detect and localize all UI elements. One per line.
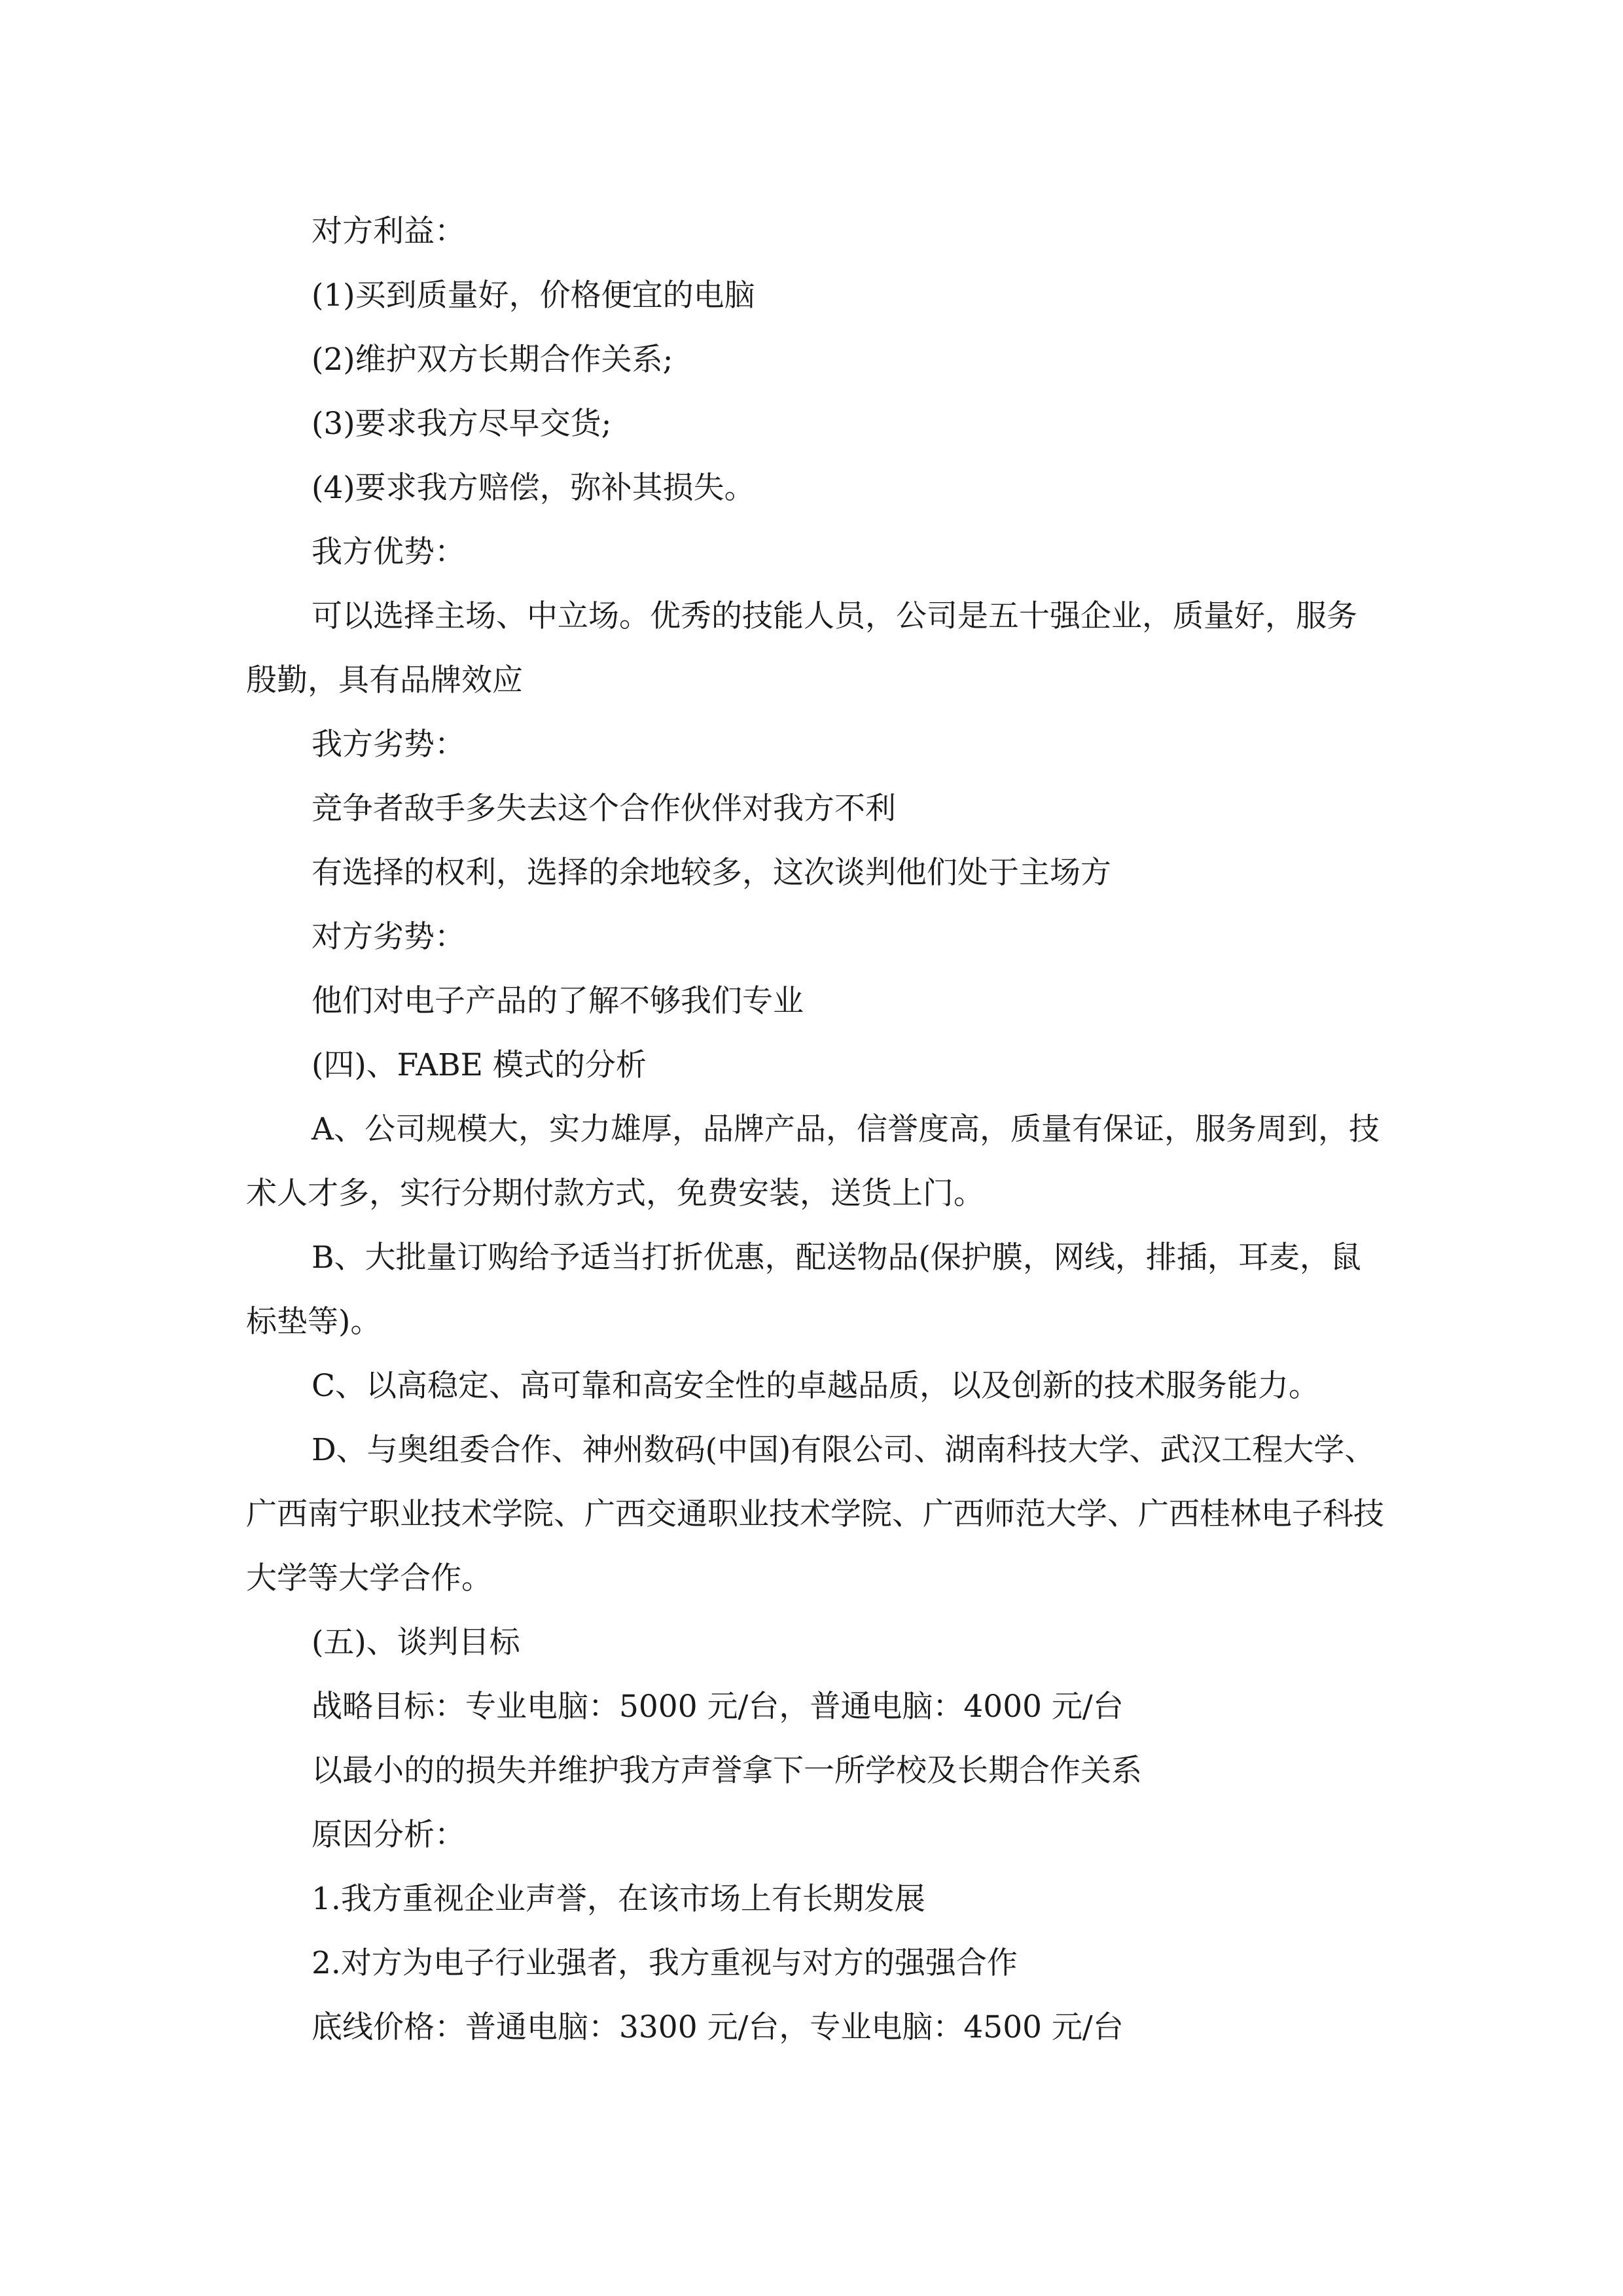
paragraph-bottom-line-price: 底线价格：普通电脑：3300 元/台，专业电脑：4500 元/台 <box>312 2009 1124 2045</box>
paragraph-reason-heading: 原因分析： <box>312 1817 465 1853</box>
paragraph-our-disadvantage-2: 有选择的权利，选择的余地较多，这次谈判他们处于主场方 <box>312 855 1111 891</box>
document-body <box>246 200 1385 2060</box>
paragraph-interest-1: (1)买到质量好，价格便宜的电脑 <box>312 278 755 314</box>
paragraph-our-advantages-heading: 我方优势： <box>312 534 465 570</box>
paragraph-our-advantages: 可以选择主场、中立场。优秀的技能人员，公司是五十强企业，质量好，服务殷勤，具有品牌效应 <box>246 598 1357 698</box>
section-heading-fabe: (四)、FABE 模式的分析 <box>312 1047 647 1083</box>
paragraph-interest-4: (4)要求我方赔偿，弥补其损失。 <box>312 470 755 506</box>
paragraph-counterpart-disadvantage: 他们对电子产品的了解不够我们专业 <box>312 983 804 1019</box>
paragraph-our-disadvantages-heading: 我方劣势： <box>312 726 465 762</box>
paragraph-interest-3: (3)要求我方尽早交货; <box>312 406 612 442</box>
section-heading-negotiation-goals: (五)、谈判目标 <box>312 1624 520 1660</box>
paragraph-goal-detail: 以最小的的损失并维护我方声誉拿下一所学校及长期合作关系 <box>312 1753 1142 1789</box>
paragraph-counterpart-interests-heading: 对方利益： <box>312 213 465 249</box>
paragraph-fabe-c: C、以高稳定、高可靠和高安全性的卓越品质，以及创新的技术服务能力。 <box>312 1368 1319 1404</box>
paragraph-fabe-a: A、公司规模大，实力雄厚，品牌产品，信誉度高，质量有保证，服务周到，技术人才多，实行分期付款方式，免费安装，送货上门。 <box>246 1111 1380 1211</box>
paragraph-counterpart-disadvantages-heading: 对方劣势： <box>312 919 465 955</box>
paragraph-fabe-d: D、与奥组委合作、神州数码(中国)有限公司、湖南科技大学、武汉工程大学、广西南宁职业技术学院、广西交通职业技术学院、广西师范大学、广西桂林电子科技大学等大学合作。 <box>246 1432 1384 1596</box>
paragraph-fabe-b: B、大批量订购给予适当打折优惠，配送物品(保护膜，网线，排插，耳麦，鼠标垫等)。 <box>246 1240 1361 1340</box>
paragraph-our-disadvantage-1: 竞争者敌手多失去这个合作伙伴对我方不利 <box>312 791 896 827</box>
paragraph-reason-1: 1.我方重视企业声誉，在该市场上有长期发展 <box>312 1881 925 1917</box>
paragraph-interest-2: (2)维护双方长期合作关系; <box>312 342 673 378</box>
paragraph-strategic-goal: 战略目标：专业电脑：5000 元/台，普通电脑：4000 元/台 <box>312 1689 1124 1725</box>
paragraph-reason-2: 2.对方为电子行业强者，我方重视与对方的强强合作 <box>312 1945 1018 1981</box>
